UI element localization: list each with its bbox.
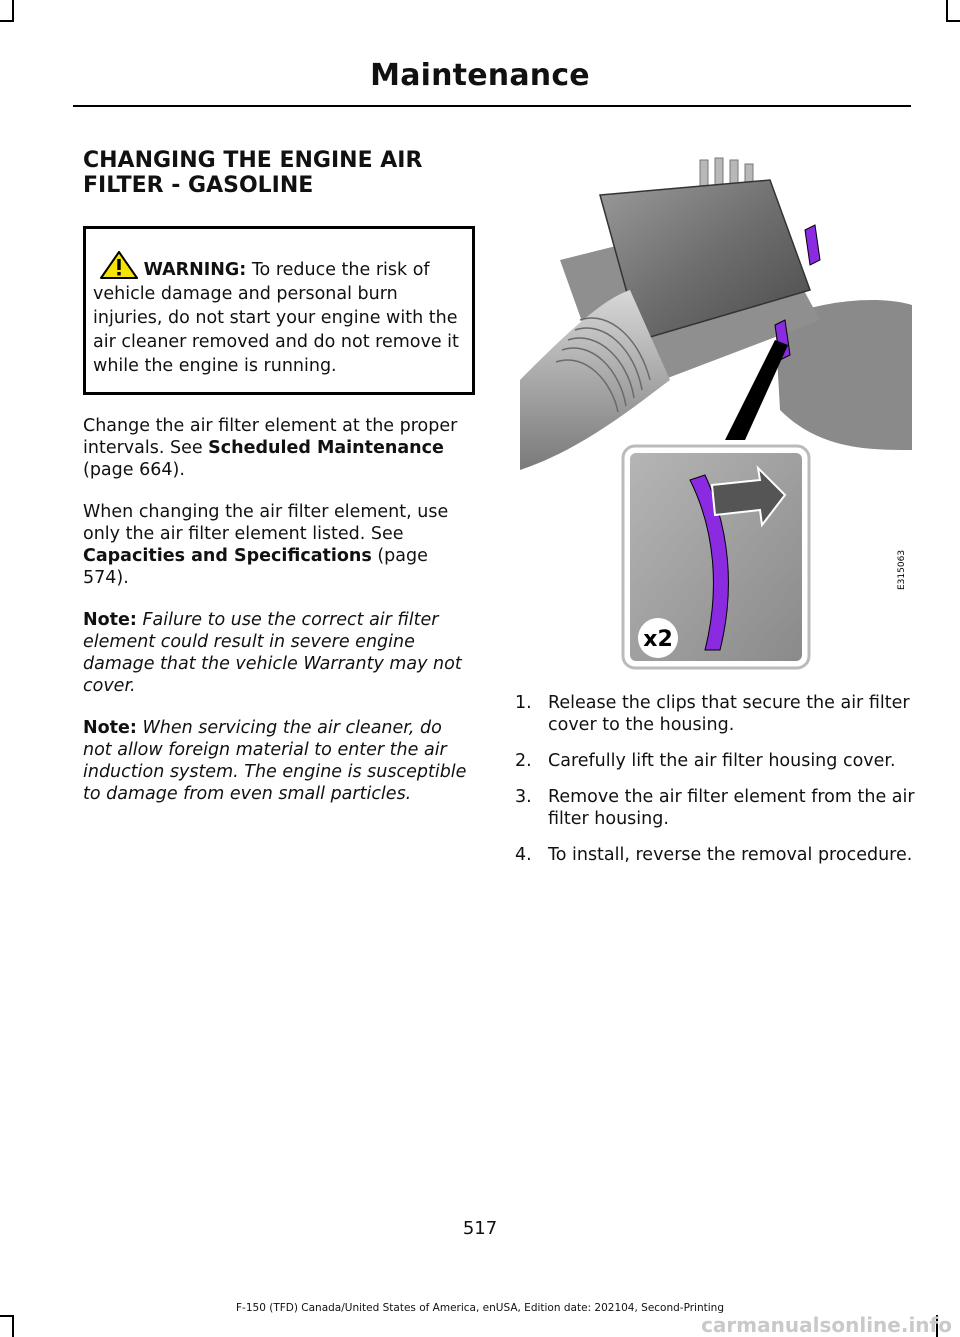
step-text: To install, reverse the removal procedure.: [548, 845, 913, 865]
step-number: 2.: [515, 751, 532, 771]
crop-mark: [12, 1315, 14, 1337]
note-label: Note:: [83, 718, 137, 738]
warning-box: [83, 226, 475, 395]
paragraph: [83, 501, 475, 589]
warning-label: WARNING:: [143, 260, 247, 280]
warning-triangle-icon: [100, 251, 138, 279]
instruction-steps: [515, 692, 915, 880]
note: [83, 717, 475, 805]
note-text: When servicing the air cleaner, do not allow foreign material to enter the air induction system. The engine is susceptible to damage from even small particles.: [83, 718, 467, 804]
figure-id: E315063: [897, 549, 907, 590]
warning-text: To reduce the risk of vehicle damage and personal burn injuries, do not start your engine with the air cleaner removed and do not remove it while the engine is running.: [93, 260, 459, 376]
step-number: 3.: [515, 787, 532, 807]
paragraph-text: Change the air filter element at the proper intervals. See: [83, 416, 458, 458]
step-number: 4.: [515, 845, 532, 865]
list-item: [515, 786, 915, 830]
list-item: [515, 844, 915, 866]
step-text: Release the clips that secure the air filter cover to the housing.: [548, 693, 910, 735]
header-divider: [73, 105, 911, 107]
left-column: [83, 148, 475, 805]
cross-reference-link[interactable]: Capacities and Specifications: [83, 546, 372, 566]
note-label: Note:: [83, 610, 137, 630]
footer-text: F-150 (TFD) Canada/United States of America, enUSA, Edition date: 202104, Second-Printing: [236, 1302, 724, 1314]
page-reference: (page 664).: [83, 460, 185, 480]
section-heading: CHANGING THE ENGINE AIR FILTER - GASOLINE: [83, 148, 423, 198]
note-text: Failure to use the correct air filter element could result in severe engine damage that the vehicle Warranty may not cover.: [83, 610, 462, 696]
paragraph: [83, 415, 475, 481]
crop-mark: [0, 1315, 14, 1317]
crop-mark: [12, 0, 14, 22]
crop-mark: [946, 20, 960, 22]
list-item: [515, 692, 915, 736]
step-text: Remove the air filter element from the air filter housing.: [548, 787, 915, 829]
air-filter-illustration: [520, 150, 912, 675]
page-number: 517: [462, 1218, 498, 1239]
crop-mark: [0, 20, 14, 22]
page-title: Maintenance: [370, 58, 590, 93]
list-item: [515, 750, 915, 772]
crop-mark: [946, 0, 948, 22]
step-number: 1.: [515, 693, 532, 713]
cross-reference-link[interactable]: Scheduled Maintenance: [208, 438, 444, 458]
paragraph-text: When changing the air filter element, use only the air filter element listed. See: [83, 502, 449, 544]
callout-quantity-label: x2: [643, 627, 673, 652]
page-reference: (page 574).: [83, 546, 428, 588]
note: [83, 609, 475, 697]
watermark: carmanualsonline.info: [701, 1313, 952, 1337]
step-text: Carefully lift the air filter housing cover.: [548, 751, 896, 771]
